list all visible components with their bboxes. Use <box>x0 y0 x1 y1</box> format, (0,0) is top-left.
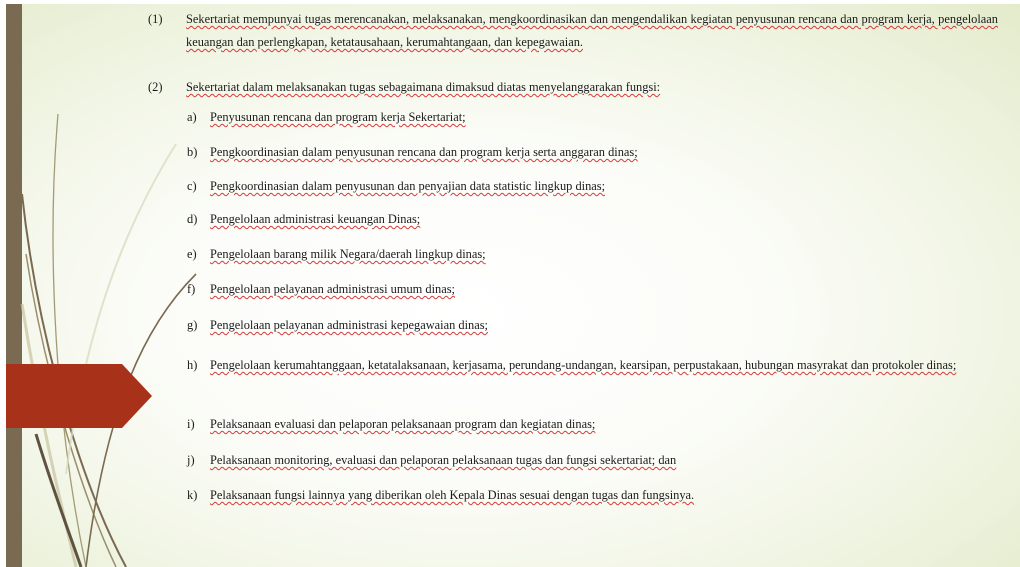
list-item-i <box>187 413 998 436</box>
list-item-text: Pengelolaan barang milik Negara/daerah lingkup dinas; <box>210 247 486 261</box>
list-item-e <box>187 243 998 266</box>
list-item-text: Pengkoordinasian dalam penyusunan dan penyajian data statistic lingkup dinas; <box>210 179 606 193</box>
list-item-text: Pelaksanaan evaluasi dan pelaporan pelaksanaan program dan kegiatan dinas; <box>210 417 596 431</box>
list-item-h <box>187 354 998 377</box>
paragraph-1 <box>148 8 998 54</box>
list-item-label: b) <box>187 145 198 159</box>
list-item-f <box>187 278 998 301</box>
list-item-a <box>187 106 998 129</box>
list-item-label: e) <box>187 247 197 261</box>
paragraph-1-text: Sekertariat mempunyai tugas merencanakan, melaksanakan, mengkoordinasikan dan mengendalikan kegiatan penyusunan rencana dan program kerja, pengelolaan keuangan dan perlengkapan, ketatausahaan, kerumahtangaan, dan kepegawaian. <box>186 12 998 49</box>
list-item-label: c) <box>187 179 197 193</box>
list-item-text: Pengelolaan kerumahtanggaan, ketatalaksanaan, kerjasama, perundang-undangan, kearsipan, perpustakaan, hubungan masyrakat dan protokoler dinas; <box>210 358 957 372</box>
list-item-label: k) <box>187 488 198 502</box>
list-item-label: h) <box>187 358 198 372</box>
list-item-text: Pengelolaan pelayanan administrasi umum dinas; <box>210 282 455 296</box>
list-item-label: f) <box>187 282 196 296</box>
list-item-d <box>187 208 998 231</box>
list-item-label: a) <box>187 110 197 124</box>
list-item-k <box>187 484 998 507</box>
list-item-text: Penyusunan rencana dan program kerja Sekertariat; <box>210 110 466 124</box>
list-item-text: Pelaksanaan fungsi lainnya yang diberikan oleh Kepala Dinas sesuai dengan tugas dan fungsinya. <box>210 488 695 502</box>
list-item-j <box>187 449 998 472</box>
list-item-text: Pengkoordinasian dalam penyusunan rencana dan program kerja serta anggaran dinas; <box>210 145 638 159</box>
paragraph-1-number: (1) <box>148 12 163 26</box>
list-item-text: Pelaksanaan monitoring, evaluasi dan pelaporan pelaksanaan tugas dan fungsi sekertariat; dan <box>210 453 677 467</box>
list-item-b <box>187 141 998 164</box>
list-item-label: i) <box>187 417 195 431</box>
list-item-g <box>187 314 998 337</box>
list-item-c <box>187 175 998 198</box>
list-item-label: j) <box>187 453 195 467</box>
list-item-text: Pengelolaan pelayanan administrasi kepegawaian dinas; <box>210 318 489 332</box>
paragraph-2 <box>148 76 998 99</box>
paragraph-2-text: Sekertariat dalam melaksanakan tugas sebagaimana dimaksud diatas menyelanggarakan fungsi: <box>186 80 661 94</box>
list-item-label: g) <box>187 318 198 332</box>
list-item-label: d) <box>187 212 198 226</box>
paragraph-2-number: (2) <box>148 80 163 94</box>
list-item-text: Pengelolaan administrasi keuangan Dinas; <box>210 212 421 226</box>
